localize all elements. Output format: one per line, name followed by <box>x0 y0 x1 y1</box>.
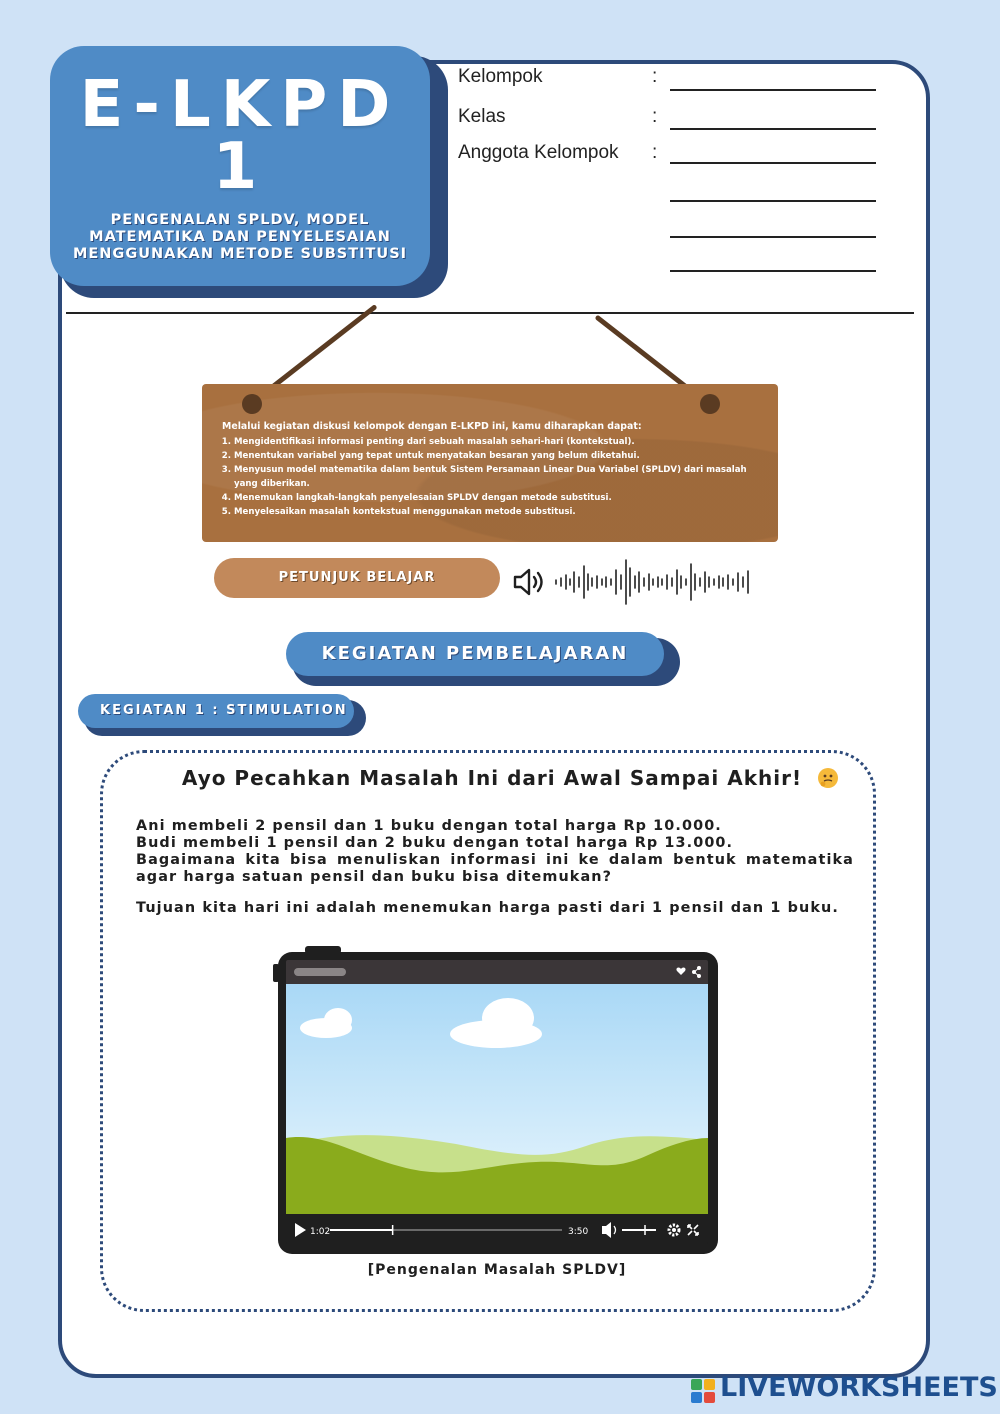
objectives-text <box>222 420 756 519</box>
current-time: 1:02 <box>310 1227 331 1237</box>
header-divider <box>66 312 914 314</box>
problem-text <box>136 818 854 886</box>
video-title-placeholder <box>294 968 346 976</box>
nail-right <box>700 394 720 414</box>
member-answer-line-3[interactable] <box>670 236 876 238</box>
activity-1-label: KEGIATAN 1 : STIMULATION <box>78 694 354 728</box>
title-e-lkpd: E-LKPD <box>79 68 401 142</box>
problem-line-ani: Ani membeli 2 pensil dan 1 buku dengan total harga Rp 10.000. <box>136 818 722 834</box>
member-answer-line-2[interactable] <box>670 200 876 202</box>
video-topbar <box>286 960 708 984</box>
members-colon: : <box>652 142 658 163</box>
objectives-board <box>202 384 778 542</box>
group-label: Kelompok <box>458 66 543 87</box>
speaker-icon[interactable] <box>512 566 550 598</box>
liveworksheets-brand[interactable]: LIVEWORKSHEETS <box>720 1372 998 1403</box>
instructions-button[interactable]: PETUNJUK BELAJAR <box>214 558 500 598</box>
settings-gear-icon[interactable] <box>669 1225 679 1235</box>
title-card <box>50 46 430 286</box>
group-colon: : <box>652 66 658 87</box>
video-screen[interactable] <box>286 960 708 1244</box>
stimulation-heading-text: Ayo Pecahkan Masalah Ini dari Awal Sampai Akhir! <box>181 766 803 790</box>
thinking-face-icon <box>818 768 838 788</box>
title-subtitle: PENGENALAN SPLDV, MODEL MATEMATIKA DAN PENYELESAIAN MENGGUNAKAN METODE SUBSTITUSI <box>72 212 408 262</box>
problem-line-question: Bagaimana kita bisa menuliskan informasi ini ke dalam bentuk matematika agar harga satuan pensil dan buku bisa ditemukan? <box>136 852 854 885</box>
title-main <box>50 68 430 204</box>
duration-time: 3:50 <box>568 1227 589 1237</box>
objectives-intro: Melalui kegiatan diskusi kelompok dengan E-LKPD ini, kamu diharapkan dapat: <box>222 421 642 432</box>
objective-item: 5. Menyelesaikan masalah kontekstual menggunakan metode substitusi. <box>234 505 756 519</box>
class-colon: : <box>652 106 658 127</box>
nail-left <box>242 394 262 414</box>
members-label: Anggota Kelompok <box>458 142 619 163</box>
audio-waveform[interactable] <box>554 558 754 606</box>
stimulation-heading <box>100 766 920 790</box>
learning-activity-button[interactable]: KEGIATAN PEMBELAJARAN <box>286 632 664 676</box>
member-answer-line-1[interactable] <box>670 162 876 164</box>
objectives-list <box>222 435 756 519</box>
liveworksheets-logo-icon <box>690 1378 716 1404</box>
video-frame <box>286 960 708 1244</box>
class-label: Kelas <box>458 106 506 127</box>
objective-item: 3. Menyusun model matematika dalam bentuk Sistem Persamaan Linear Dua Variabel (SPLDV) dari masalah yang diberikan. <box>234 463 756 491</box>
problem-line-budi: Budi membeli 1 pensil dan 2 buku dengan total harga Rp 13.000. <box>136 835 734 851</box>
member-answer-line-4[interactable] <box>670 270 876 272</box>
goal-text: Tujuan kita hari ini adalah menemukan harga pasti dari 1 pensil dan 1 buku. <box>136 900 839 916</box>
group-answer-line[interactable] <box>670 89 876 91</box>
objective-item: 1. Mengidentifikasi informasi penting dari sebuah masalah sehari-hari (kontekstual). <box>234 435 756 449</box>
class-answer-line[interactable] <box>670 128 876 130</box>
video-caption: [Pengenalan Masalah SPLDV] <box>367 1262 627 1278</box>
objective-item: 2. Menentukan variabel yang tepat untuk menyatakan besaran yang belum diketahui. <box>234 449 756 463</box>
objective-item: 4. Menemukan langkah-langkah penyelesaian SPLDV dengan metode substitusi. <box>234 491 756 505</box>
title-number: 1 <box>212 130 268 204</box>
